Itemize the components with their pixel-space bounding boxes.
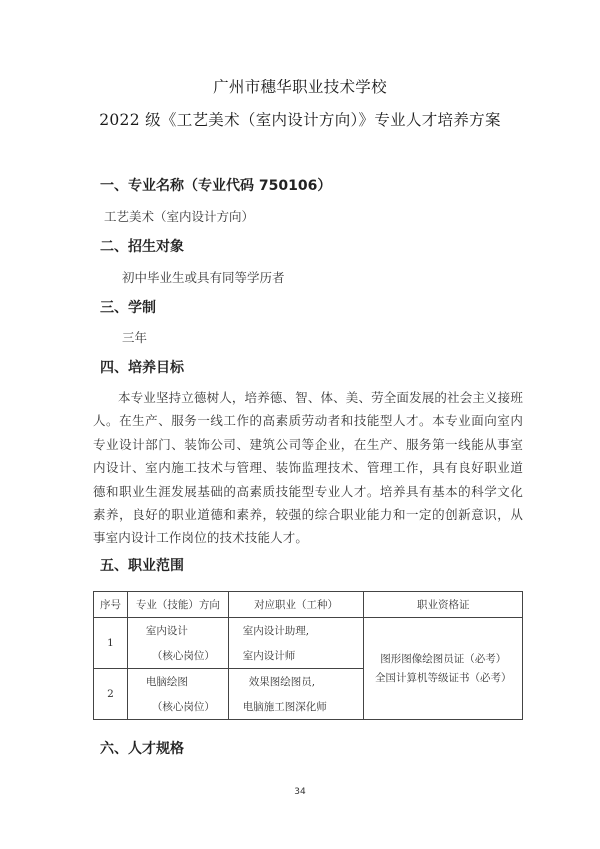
section-2-heading: 二、招生对象: [100, 239, 184, 255]
table-header-cell: 对应职业（工种）: [228, 592, 364, 618]
certificate-item: 图形图像绘图员证（必考）: [380, 652, 507, 665]
row-number: 1: [94, 618, 128, 669]
section-3-body: 三年: [122, 330, 148, 345]
section-3-heading: 三、学制: [100, 300, 156, 316]
job-item: 电脑施工图深化师: [242, 701, 327, 713]
section-4-heading: 四、培养目标: [100, 360, 184, 376]
document-title: 2022 级《工艺美术（室内设计方向）》专业人才培养方案: [99, 111, 501, 129]
jobs-cell: [228, 669, 364, 720]
table-header-cell: 专业（技能）方向: [127, 592, 228, 618]
section-1-body: 工艺美术（室内设计方向）: [104, 209, 255, 224]
table-header-cell: 序号: [94, 592, 128, 618]
section-4-body: 本专业坚持立德树人，培养德、智、体、美、劳全面发展的社会主义接班人。在生产、服务一线工作的高素质劳动者和技能型人才。本专业面向室内专业设计部门、装饰公司、建筑公司等企业，在生产、服务第一线能从事室内设计、室内施工技术与管理、装饰监理技术、管理工作，具有良好职业道德和职业生涯发展基础的高素质技能型专业人才。培养具有基本的科学文化素养，良好的职业道德和素养，较强的综合职业能力和一定的创新意识，从事室内设计工作岗位的技术技能人才。: [93, 390, 523, 546]
row-number: 2: [94, 669, 128, 720]
table-header-cell: 职业资格证: [364, 592, 523, 618]
school-title: 广州市穗华职业技术学校: [213, 78, 387, 96]
section-2-body: 初中毕业生或具有同等学历者: [122, 270, 285, 285]
direction-name: 电脑绘图: [145, 676, 188, 688]
table-row: [94, 618, 523, 669]
section-1-heading: 一、专业名称（专业代码 750106）: [100, 178, 332, 194]
table-header-row: [94, 592, 523, 618]
certificate-item: 全国计算机等级证书（必考）: [374, 671, 512, 684]
direction-cell: [127, 618, 228, 669]
job-item: 效果图绘图员,: [248, 676, 316, 688]
certificates-cell: [364, 618, 523, 720]
direction-position: （核心岗位）: [151, 650, 215, 662]
direction-position: （核心岗位）: [151, 701, 215, 713]
job-item: 室内设计师: [242, 650, 296, 662]
direction-cell: [127, 669, 228, 720]
direction-name: 室内设计: [145, 625, 188, 637]
page-number: 34: [294, 787, 306, 797]
jobs-cell: [228, 618, 364, 669]
section-5-heading: 五、职业范围: [100, 558, 184, 574]
career-scope-table: [93, 591, 523, 720]
job-item: 室内设计助理,: [242, 625, 310, 637]
section-6-heading: 六、人才规格: [100, 741, 184, 757]
